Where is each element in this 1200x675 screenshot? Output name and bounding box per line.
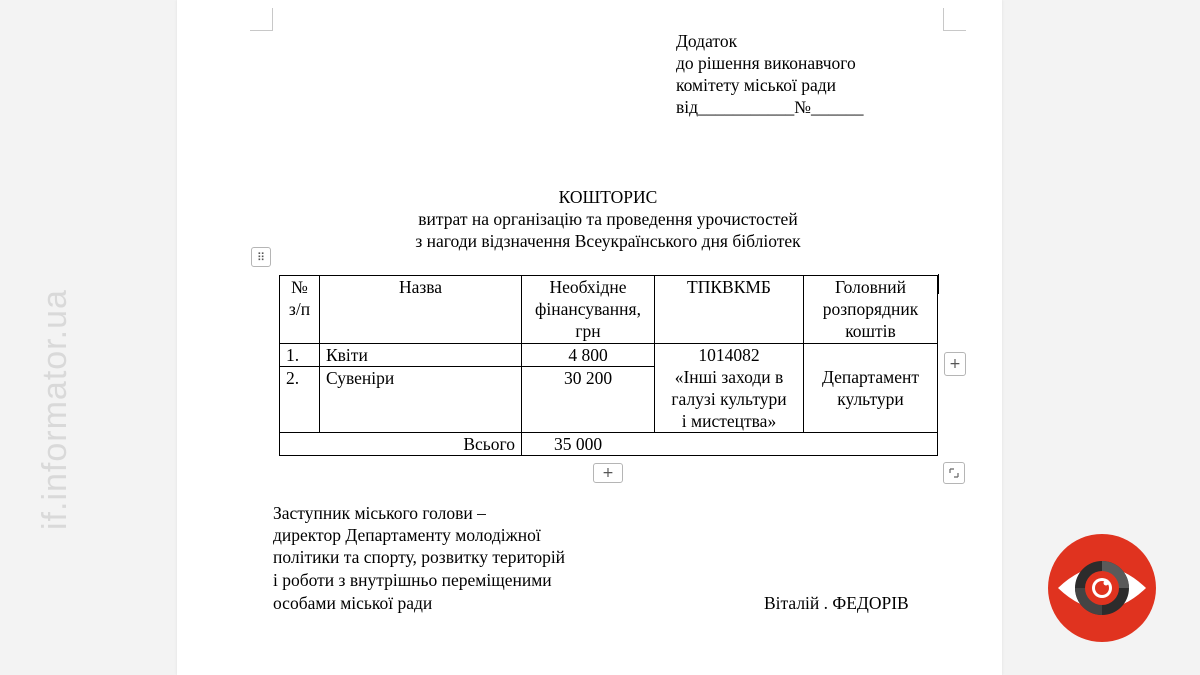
row-number: 2. <box>280 367 320 433</box>
header-funding: Необхідне фінансування, грн <box>522 276 655 344</box>
signature-line: політики та спорту, розвитку територій <box>273 547 566 567</box>
signatory-name: Віталій . ФЕДОРІВ <box>764 593 909 613</box>
total-value: 35 000 <box>522 433 655 456</box>
eye-logo-icon <box>1048 534 1156 642</box>
table-total-row <box>280 433 938 456</box>
row-amount: 4 800 <box>522 344 655 367</box>
table-row <box>280 344 938 367</box>
signature-line: особами міської ради <box>273 593 433 613</box>
row-name: Квіти <box>320 344 522 367</box>
signature-line: директор Департаменту молодіжної <box>273 525 541 545</box>
document-subtitle: витрат на організацію та проведення урочистостей <box>418 209 798 229</box>
table-move-handle[interactable] <box>251 247 271 267</box>
header-name: Назва <box>320 276 522 344</box>
text-cursor <box>938 274 939 294</box>
row-amount: 30 200 <box>522 367 655 433</box>
code-cell: 1014082 «Інші заходи в галузі культури і мистецтва» <box>655 344 804 433</box>
total-empty <box>655 433 938 456</box>
signature-line: і роботи з внутрішньо переміщеними <box>273 570 552 590</box>
resize-icon <box>949 468 959 478</box>
addendum-line: Додаток <box>676 31 738 51</box>
table-header-row <box>280 276 938 344</box>
move-handle-icon: ⠿ <box>256 251 266 264</box>
budget-table <box>279 275 938 456</box>
header-manager: Головний розпорядник коштів <box>804 276 938 344</box>
row-number: 1. <box>280 344 320 367</box>
addendum-line: комітету міської ради <box>676 75 836 95</box>
document-subtitle: з нагоди відзначення Всеукраїнського дня бібліотек <box>415 231 801 251</box>
signature-line: Заступник міського голови – <box>273 503 486 523</box>
site-watermark: if.informator.ua <box>36 289 74 530</box>
margin-corner-top-right <box>943 8 966 31</box>
addendum-line: до рішення виконавчого <box>676 53 856 73</box>
margin-corner-top-left <box>250 8 273 31</box>
table-resize-handle[interactable] <box>943 462 965 484</box>
add-row-button[interactable] <box>593 463 623 483</box>
add-column-button[interactable] <box>944 352 966 376</box>
total-label: Всього <box>280 433 522 456</box>
addendum-date-line: від___________№______ <box>676 97 864 117</box>
plus-icon: + <box>949 356 961 372</box>
header-code: ТПКВКМБ <box>655 276 804 344</box>
plus-icon: + <box>602 465 614 481</box>
header-number: № з/п <box>280 276 320 344</box>
document-title: КОШТОРИС <box>558 187 658 207</box>
row-name: Сувеніри <box>320 367 522 433</box>
document-page[interactable] <box>177 0 1002 675</box>
manager-cell: Департамент культури <box>804 344 938 433</box>
